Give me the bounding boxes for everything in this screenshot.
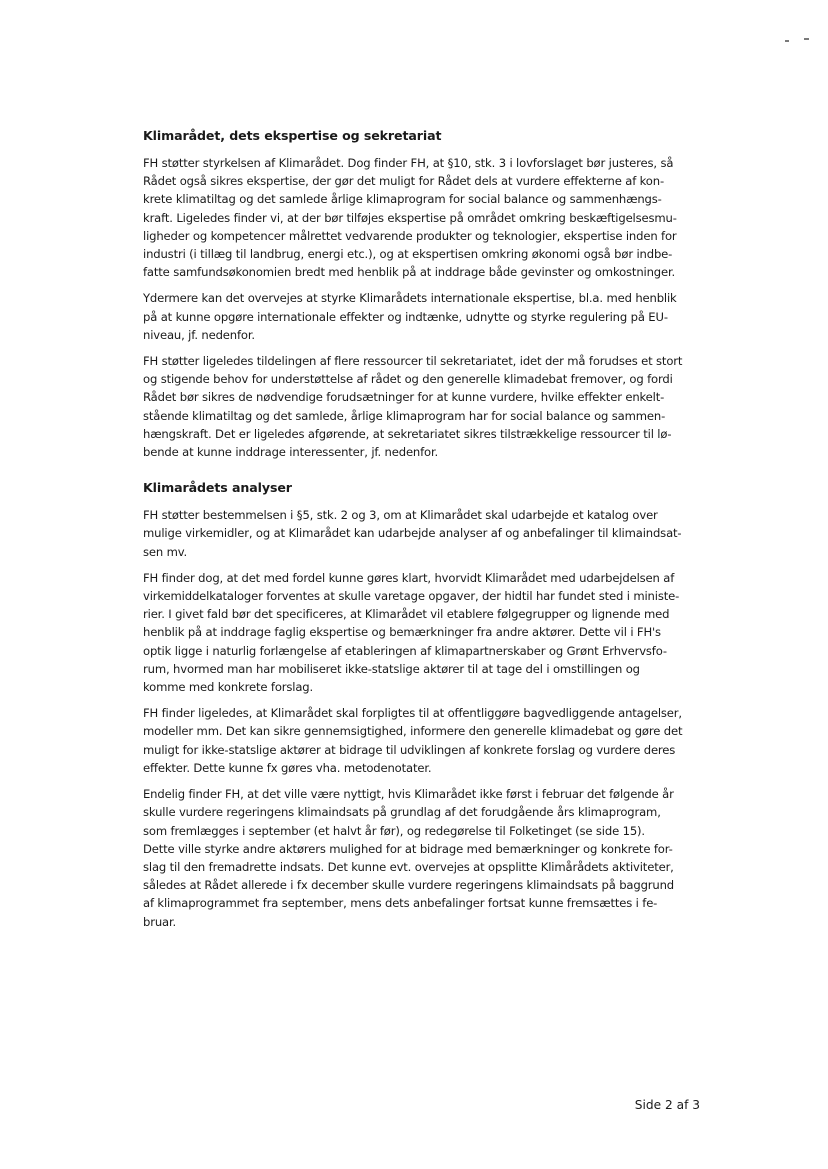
text-line: som fremlægges i september (et halvt år før), og redegørelse til Folketinget (se side 15).	[143, 823, 645, 838]
paragraph	[143, 352, 703, 461]
text-line: slag til den fremadrette indsats. Det kunne evt. overvejes at opsplitte Klimårådets aktiviteter,	[143, 859, 674, 874]
page-number: Side 2 af 3	[634, 1098, 700, 1112]
text-line: krete klimatiltag og det samlede årlige klimaprogram for social balance og sammenhængs-	[143, 192, 662, 207]
text-line: muligt for ikke-statslige aktører at bidrage til udviklingen af konkrete forslag og vurdere deres	[143, 742, 676, 757]
text-line: Rådet også sikres ekspertise, der gør det muligt for Rådet dels at vurdere effekterne af kon-	[143, 174, 664, 189]
text-line: Rådet bør sikres de nødvendige forudsætninger for at kunne vurdere, hvilke effekter enkelt-	[143, 390, 665, 405]
text-line: bruar.	[143, 914, 177, 929]
text-line: sen mv.	[143, 544, 188, 559]
text-line: virkemiddelkataloger forventes at skulle varetage opgaver, der hidtil har fundet sted i ministe-	[143, 589, 680, 604]
paragraph	[143, 506, 703, 561]
paragraph	[143, 785, 703, 931]
text-line: modeller mm. Det kan sikre gennemsigtighed, informere den generelle klimadebat og gøre det	[143, 724, 683, 739]
text-line: på at kunne opgøre internationale effekter og indtænke, udnytte og styrke regulering på EU-	[143, 309, 668, 324]
text-line: stående klimatiltag og det samlede, årlige klimaprogram har for social balance og sammen-	[143, 408, 666, 423]
text-line: Endelig finder FH, at det ville være nyttigt, hvis Klimarådet ikke først i februar det følgende år	[143, 787, 674, 802]
text-line: kraft. Ligeledes finder vi, at der bør tilføjes ekspertise på området omkring beskæftigelsesmu-	[143, 210, 677, 225]
text-line: rum, hvormed man har mobiliseret ikke-statslige aktører til at tage del i omstillingen og	[143, 661, 640, 676]
text-line: Ydermere kan det overvejes at styrke Klimarådets internationale ekspertise, bl.a. med henblik	[143, 291, 677, 306]
section-heading: Klimarådets analyser	[143, 480, 292, 496]
text-line: FH finder dog, at det med fordel kunne gøres klart, hvorvidt Klimarådet med udarbejdelsen af	[143, 570, 675, 585]
text-line: ligheder og kompetencer målrettet vedvarende produkter og teknologier, ekspertise inden for	[143, 228, 677, 243]
text-line: komme med konkrete forslag.	[143, 680, 314, 695]
text-line: således at Rådet allerede i fx december skulle vurdere regeringens klimaindsats på baggrund	[143, 878, 674, 893]
text-line: mulige virkemidler, og at Klimarådet kan udarbejde analyser af og anbefalinger til klimaindsat-	[143, 526, 682, 541]
text-line: rier. I givet fald bør det specificeres, at Klimarådet vil etablere følgegrupper og lignende med	[143, 607, 670, 622]
text-line: FH støtter bestemmelsen i §5, stk. 2 og 3, om at Klimarådet skal udarbejde et katalog over	[143, 508, 658, 523]
text-line: optik ligge i naturlig forlængelse af etableringen af klimapartnerskaber og Grønt Erhvervsfo-	[143, 643, 667, 658]
paragraph	[143, 569, 703, 696]
text-line: Dette ville styrke andre aktørers mulighed for at bidrage med bemærkninger og konkrete for-	[143, 841, 673, 856]
text-line: af klimaprogrammet fra september, mens dets anbefalinger fortsat kunne fremsættes i fe-	[143, 896, 658, 911]
text-line: henblik på at inddrage faglig ekspertise og bemærkninger fra andre aktører. Dette vil i FH's	[143, 625, 661, 640]
paragraph	[143, 154, 703, 281]
scan-artifact	[785, 40, 789, 42]
paragraph	[143, 289, 703, 344]
text-line: hængskraft. Det er ligeledes afgørende, at sekretariatet sikres tilstrækkelige ressourcer til lø-	[143, 426, 672, 441]
text-line: industri (i tillæg til landbrug, energi etc.), og at ekspertisen omkring økonomi også bør indbe-	[143, 247, 673, 262]
text-line: FH finder ligeledes, at Klimarådet skal forpligtes til at offentliggøre bagvedliggende antagelser,	[143, 706, 682, 721]
text-line: effekter. Dette kunne fx gøres vha. metodenotater.	[143, 760, 432, 775]
scan-artifact	[804, 38, 809, 40]
text-line: fatte samfundsøkonomien bredt med henblik på at inddrage både gevinster og omkostninger.	[143, 265, 676, 280]
text-line: og stigende behov for understøttelse af rådet og den generelle klimadebat fremover, og fordi	[143, 372, 673, 387]
document-body	[143, 127, 703, 939]
section-heading: Klimarådet, dets ekspertise og sekretariat	[143, 128, 442, 143]
text-line: FH støtter styrkelsen af Klimarådet. Dog finder FH, at §10, stk. 3 i lovforslaget bør justeres, så	[143, 156, 674, 170]
text-line: FH støtter ligeledes tildelingen af flere ressourcer til sekretariatet, idet der må forudses et stort	[143, 354, 683, 369]
text-line: skulle vurdere regeringens klimaindsats på grundlag af det forudgående års klimaprogram,	[143, 805, 661, 820]
text-line: bende at kunne inddrage interessenter, jf. nedenfor.	[143, 445, 439, 460]
text-line: niveau, jf. nedenfor.	[143, 327, 255, 342]
paragraph	[143, 704, 703, 777]
